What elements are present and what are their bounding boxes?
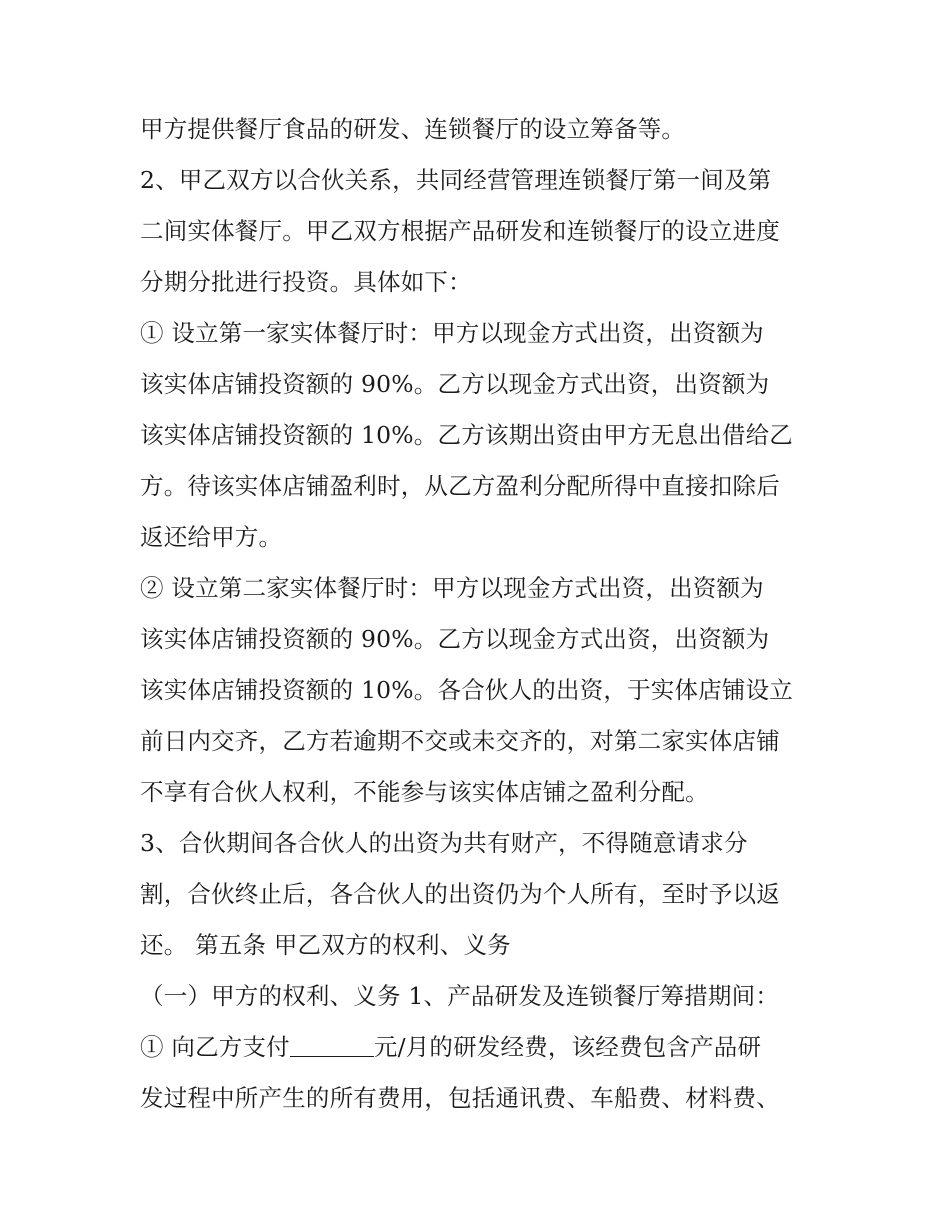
text-line: ① 设立第一家实体餐厅时：甲方以现金方式出资，出资额为 — [140, 319, 764, 347]
text-segment: ① 向乙方支付 — [140, 1033, 290, 1061]
amount-blank — [290, 1026, 374, 1057]
text-line: 分期分批进行投资。具体如下： — [140, 268, 472, 296]
text-line: 还。 第五条 甲乙双方的权利、义务 — [140, 931, 511, 959]
text-line: 3、合伙期间各合伙人的出资为共有财产，不得随意请求分 — [140, 829, 748, 857]
text-line: 返还给甲方。 — [140, 523, 283, 551]
text-line: 二间实体餐厅。甲乙双方根据产品研发和连锁餐厅的设立进度 — [140, 217, 780, 245]
text-line: 该实体店铺投资额的 90%。乙方以现金方式出资，出资额为 — [140, 370, 770, 398]
text-line: （一）甲方的权利、义务 1、产品研发及连锁餐厅筹措期间： — [140, 982, 780, 1010]
text-line: 该实体店铺投资额的 10%。乙方该期出资由甲方无息出借给乙 — [140, 421, 794, 449]
text-line-with-blank — [140, 1022, 816, 1073]
text-line: 前日内交齐，乙方若逾期不交或未交齐的，对第二家实体店铺 — [140, 727, 780, 755]
text-line: 不享有合伙人权利，不能参与该实体店铺之盈利分配。 — [140, 778, 709, 806]
text-line: 方。待该实体店铺盈利时，从乙方盈利分配所得中直接扣除后 — [140, 472, 780, 500]
text-segment: 元/月的研发经费，该经费包含产品研 — [373, 1033, 762, 1061]
text-line: ② 设立第二家实体餐厅时：甲方以现金方式出资，出资额为 — [140, 574, 764, 602]
text-line: 甲方提供餐厅食品的研发、连锁餐厅的设立筹备等。 — [140, 115, 686, 143]
text-line: 发过程中所产生的所有费用，包括通讯费、车船费、材料费、 — [140, 1084, 780, 1112]
document-body — [140, 104, 816, 1124]
text-line: 该实体店铺投资额的 90%。乙方以现金方式出资，出资额为 — [140, 625, 770, 653]
text-line: 割，合伙终止后，各合伙人的出资仍为个人所有，至时予以返 — [140, 880, 780, 908]
text-line: 2、甲乙双方以合伙关系，共同经营管理连锁餐厅第一间及第 — [140, 166, 772, 194]
text-line: 该实体店铺投资额的 10%。各合伙人的出资，于实体店铺设立 — [140, 676, 794, 704]
